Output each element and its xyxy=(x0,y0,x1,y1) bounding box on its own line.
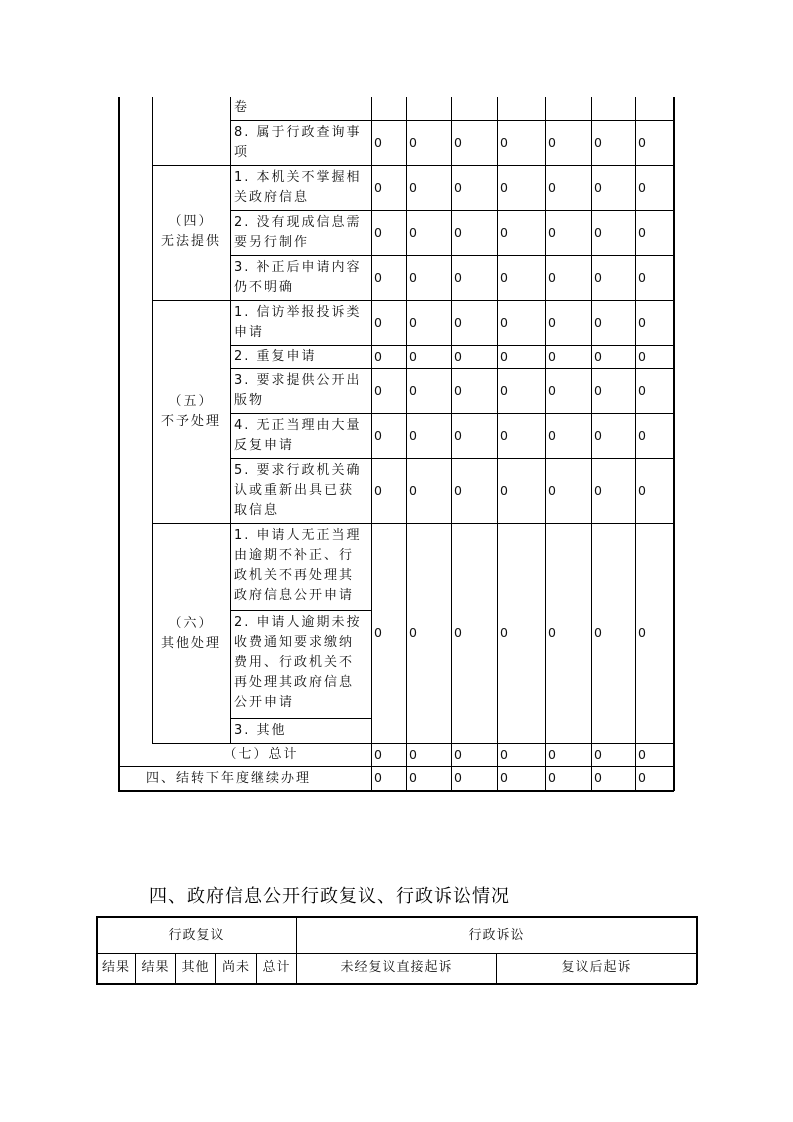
review-col-header: 总计 xyxy=(262,960,291,975)
value-cell: 0 xyxy=(548,625,556,640)
row-line xyxy=(230,210,674,211)
value-cell: 0 xyxy=(454,180,462,195)
value-cell: 0 xyxy=(548,180,556,195)
value-cell: 0 xyxy=(374,270,382,285)
group-label: （四） 无法提供 xyxy=(160,214,221,249)
item-label: 8. 属于行政查询事 项 xyxy=(234,125,362,160)
value-cell: 0 xyxy=(454,225,462,240)
value-cell: 0 xyxy=(454,625,462,640)
value-cell: 0 xyxy=(454,483,462,498)
row-line xyxy=(230,610,371,611)
value-cell: 0 xyxy=(548,747,556,762)
value-cell: 0 xyxy=(454,770,462,785)
value-cell: 0 xyxy=(500,770,508,785)
row-line xyxy=(152,300,674,301)
value-cell: 0 xyxy=(638,625,646,640)
value-cell: 0 xyxy=(594,483,602,498)
item-label: 4. 无正当理由大量 反复申请 xyxy=(234,418,362,453)
value-cell: 0 xyxy=(548,225,556,240)
table-border-left xyxy=(118,97,120,791)
row-line xyxy=(152,523,674,524)
value-cell: 0 xyxy=(454,747,462,762)
row-line xyxy=(230,413,674,414)
value-cell: 0 xyxy=(374,770,382,785)
value-cell: 0 xyxy=(638,270,646,285)
value-cell: 0 xyxy=(374,383,382,398)
value-cell: 0 xyxy=(409,770,417,785)
item-label: 5. 要求行政机关确 认或重新出具已获 取信息 xyxy=(234,463,362,518)
item-label: 3. 补正后申请内容 仍不明确 xyxy=(234,260,362,295)
value-cell: 0 xyxy=(500,383,508,398)
value-cell: 0 xyxy=(409,180,417,195)
value-cell: 0 xyxy=(548,770,556,785)
item-label: 2. 申请人逾期未按 收费通知要求缴纳 费用、行政机关不 再处理其政府信息 公开申请 xyxy=(234,615,362,710)
table-col-line xyxy=(371,97,372,791)
table-col-line xyxy=(406,97,407,791)
item-label: 2. 重复申请 xyxy=(234,349,317,364)
value-cell: 0 xyxy=(500,349,508,364)
group-label: （五） 不予处理 xyxy=(160,394,221,429)
value-cell: 0 xyxy=(548,270,556,285)
value-cell: 0 xyxy=(374,747,382,762)
value-cell: 0 xyxy=(374,315,382,330)
table-border-right xyxy=(696,916,698,984)
value-cell: 0 xyxy=(454,383,462,398)
value-cell: 0 xyxy=(409,625,417,640)
item-label: 1. 申请人无正当理 由逾期不补正、行 政机关不再处理其 政府信息公开申请 xyxy=(234,528,362,603)
review-col-header: 结果 xyxy=(141,960,170,975)
row-line xyxy=(96,953,697,954)
value-cell: 0 xyxy=(594,770,602,785)
litigation-col-header: 未经复议直接起诉 xyxy=(340,960,453,975)
row-line xyxy=(152,743,674,744)
value-cell: 0 xyxy=(500,428,508,443)
value-cell: 0 xyxy=(638,770,646,785)
value-cell: 0 xyxy=(374,428,382,443)
review-col-header: 结果 xyxy=(101,960,130,975)
row-line xyxy=(230,458,674,459)
value-cell: 0 xyxy=(409,428,417,443)
value-cell: 0 xyxy=(454,349,462,364)
value-cell: 0 xyxy=(500,270,508,285)
value-cell: 0 xyxy=(409,315,417,330)
row-line xyxy=(230,718,371,719)
value-cell: 0 xyxy=(409,747,417,762)
value-cell: 0 xyxy=(409,383,417,398)
table-border-bottom xyxy=(96,983,697,985)
value-cell: 0 xyxy=(374,483,382,498)
item-label: 3. 要求提供公开出 版物 xyxy=(234,373,362,408)
review-col-header: 尚未 xyxy=(221,960,250,975)
table-border-bottom xyxy=(118,790,674,792)
value-cell: 0 xyxy=(594,315,602,330)
table-col-line xyxy=(545,97,546,791)
value-cell: 0 xyxy=(594,180,602,195)
value-cell: 0 xyxy=(409,270,417,285)
value-cell: 0 xyxy=(500,135,508,150)
value-cell: 0 xyxy=(500,483,508,498)
value-cell: 0 xyxy=(594,135,602,150)
value-cell: 0 xyxy=(454,135,462,150)
admin-review-header: 行政复议 xyxy=(168,928,225,943)
table-border-right xyxy=(673,97,675,791)
value-cell: 0 xyxy=(594,225,602,240)
value-cell: 0 xyxy=(638,383,646,398)
value-cell: 0 xyxy=(548,383,556,398)
value-cell: 0 xyxy=(500,225,508,240)
value-cell: 0 xyxy=(594,383,602,398)
value-cell: 0 xyxy=(548,428,556,443)
value-cell: 0 xyxy=(374,180,382,195)
value-cell: 0 xyxy=(638,225,646,240)
item-label: 1. 本机关不掌握相 关政府信息 xyxy=(234,170,362,205)
value-cell: 0 xyxy=(454,270,462,285)
admin-litigation-header: 行政诉讼 xyxy=(468,928,525,943)
row-line xyxy=(230,368,674,369)
total-label: （七）总计 xyxy=(223,747,299,762)
row-line xyxy=(230,120,674,121)
value-cell: 0 xyxy=(500,180,508,195)
item-label: 3. 其他 xyxy=(234,723,287,738)
item-label: 1. 信访举报投诉类 申请 xyxy=(234,305,362,340)
carry-over-label: 四、结转下年度继续办理 xyxy=(146,771,312,786)
item-label: 卷 xyxy=(234,100,250,115)
table-col-line xyxy=(230,97,231,743)
value-cell: 0 xyxy=(638,428,646,443)
value-cell: 0 xyxy=(548,483,556,498)
value-cell: 0 xyxy=(638,135,646,150)
value-cell: 0 xyxy=(409,225,417,240)
value-cell: 0 xyxy=(638,483,646,498)
table-border-top xyxy=(96,916,697,918)
section-heading: 四、政府信息公开行政复议、行政诉讼情况 xyxy=(149,886,510,907)
value-cell: 0 xyxy=(374,225,382,240)
value-cell: 0 xyxy=(500,625,508,640)
value-cell: 0 xyxy=(454,315,462,330)
group-label: （六） 其他处理 xyxy=(160,616,221,651)
value-cell: 0 xyxy=(454,428,462,443)
table-col-line xyxy=(635,97,636,791)
value-cell: 0 xyxy=(638,747,646,762)
value-cell: 0 xyxy=(594,625,602,640)
value-cell: 0 xyxy=(409,135,417,150)
table-col-line xyxy=(591,97,592,791)
value-cell: 0 xyxy=(594,747,602,762)
value-cell: 0 xyxy=(374,625,382,640)
litigation-col-header: 复议后起诉 xyxy=(561,960,632,975)
table-col-line xyxy=(497,97,498,791)
value-cell: 0 xyxy=(638,349,646,364)
value-cell: 0 xyxy=(374,135,382,150)
value-cell: 0 xyxy=(548,349,556,364)
value-cell: 0 xyxy=(374,349,382,364)
item-label: 2. 没有现成信息需 要另行制作 xyxy=(234,215,362,250)
row-line xyxy=(152,165,674,166)
row-line xyxy=(230,255,674,256)
value-cell: 0 xyxy=(638,315,646,330)
value-cell: 0 xyxy=(594,428,602,443)
value-cell: 0 xyxy=(409,483,417,498)
value-cell: 0 xyxy=(548,135,556,150)
value-cell: 0 xyxy=(500,315,508,330)
value-cell: 0 xyxy=(594,270,602,285)
value-cell: 0 xyxy=(594,349,602,364)
row-line xyxy=(118,766,674,767)
review-col-header: 其他 xyxy=(181,960,210,975)
table-col-line xyxy=(451,97,452,791)
value-cell: 0 xyxy=(638,180,646,195)
value-cell: 0 xyxy=(500,747,508,762)
row-line xyxy=(230,345,674,346)
value-cell: 0 xyxy=(548,315,556,330)
value-cell: 0 xyxy=(409,349,417,364)
